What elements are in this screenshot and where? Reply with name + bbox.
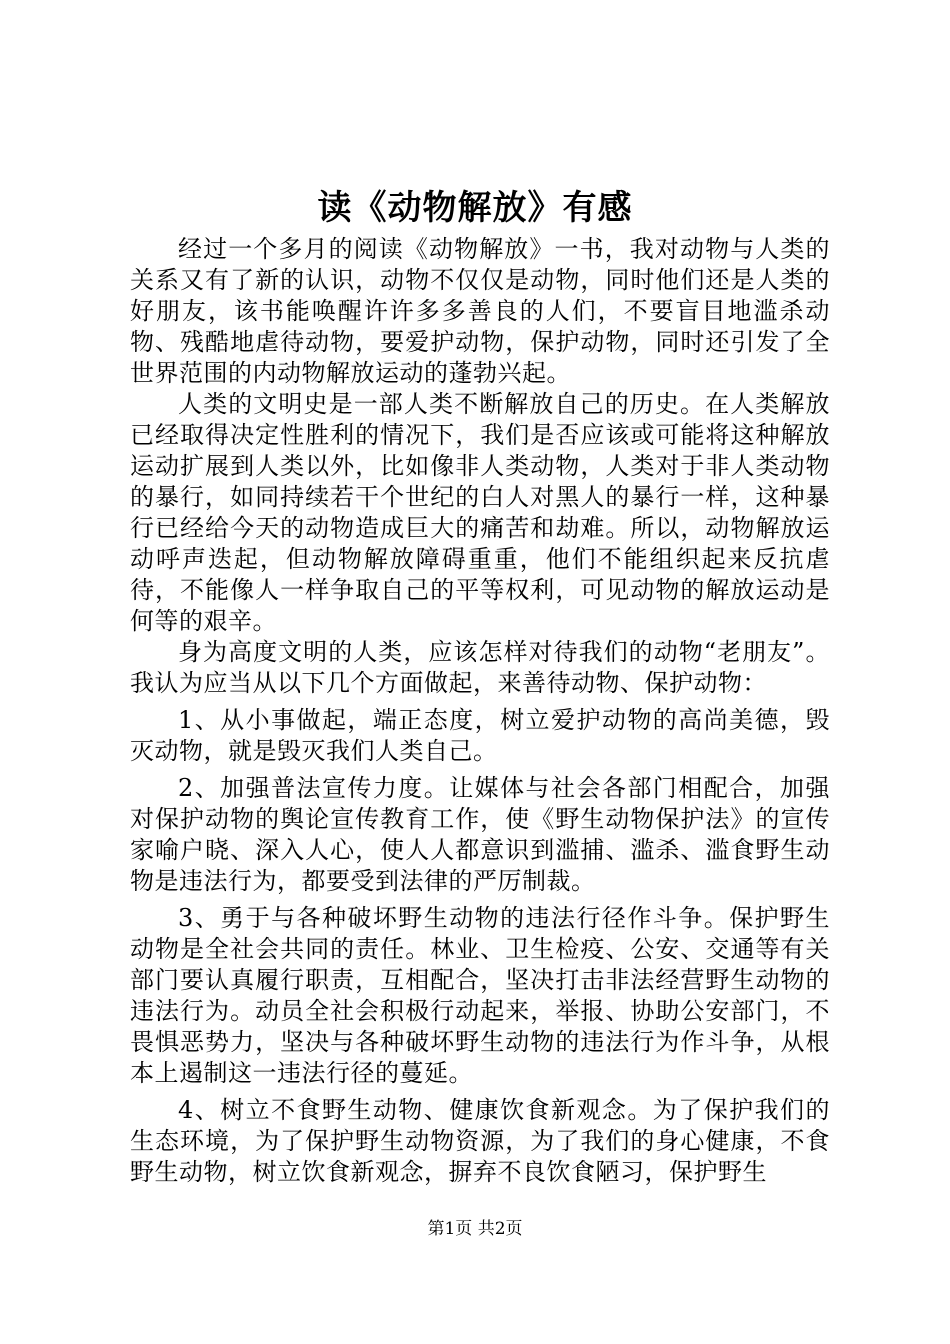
paragraph-history: 人类的文明史是一部人类不断解放自己的历史。在人类解放已经取得决定性胜利的情况下，我们是否应该或可能将这种解放运动扩展到人类以外，比如像非人类动物，人类对于非人类动物的暴行，如同持续若干个世纪的白人对黑人的暴行一样，这种暴行已经给今天的动物造成巨大的痛苦和劫难。所以，动物解放运动呼声迭起，但动物解放障碍重重，他们不能组织起来反抗虐待，不能像人一样争取自己的平等权利，可见动物的解放运动是何等的艰辛。 xyxy=(130,390,830,635)
page-number-footer: 第1页 共2页 xyxy=(427,1219,523,1239)
paragraph-how-to-treat: 身为高度文明的人类，应该怎样对待我们的动物“老朋友”。我认为应当从以下几个方面做起，来善待动物、保护动物： xyxy=(130,638,830,697)
document-title: 读《动物解放》有感 xyxy=(317,188,633,228)
paragraph-point-1: 1、从小事做起，端正态度，树立爱护动物的高尚美德，毁灭动物，就是毁灭我们人类自己。 xyxy=(130,706,830,765)
paragraph-point-4: 4、树立不食野生动物、健康饮食新观念。为了保护我们的生态环境，为了保护野生动物资源，为了我们的身心健康，不食野生动物，树立饮食新观念，摒弃不良饮食陋习，保护野生 xyxy=(130,1096,830,1186)
document-body xyxy=(130,234,830,1188)
paragraph-point-2: 2、加强普法宣传力度。让媒体与社会各部门相配合，加强对保护动物的舆论宣传教育工作，使《野生动物保护法》的宣传家喻户晓、深入人心，使人人都意识到滥捕、滥杀、滥食野生动物是违法行为，都要受到法律的严厉制裁。 xyxy=(130,774,830,895)
paragraph-point-3: 3、勇于与各种破坏野生动物的违法行径作斗争。保护野生动物是全社会共同的责任。林业、卫生检疫、公安、交通等有关部门要认真履行职责，互相配合，坚决打击非法经营野生动物的违法行为。动员全社会积极行动起来，举报、协助公安部门，不畏惧恶势力，坚决与各种破坏野生动物的违法行为作斗争，从根本上遏制这一违法行径的蔓延。 xyxy=(130,904,830,1087)
paragraph-intro: 经过一个多月的阅读《动物解放》一书，我对动物与人类的关系又有了新的认识，动物不仅仅是动物，同时他们还是人类的好朋友，该书能唤醒许许多多善良的人们，不要盲目地滥杀动物、残酷地虐待动物，要爱护动物，保护动物，同时还引发了全世界范围的内动物解放运动的蓬勃兴起。 xyxy=(130,235,830,387)
